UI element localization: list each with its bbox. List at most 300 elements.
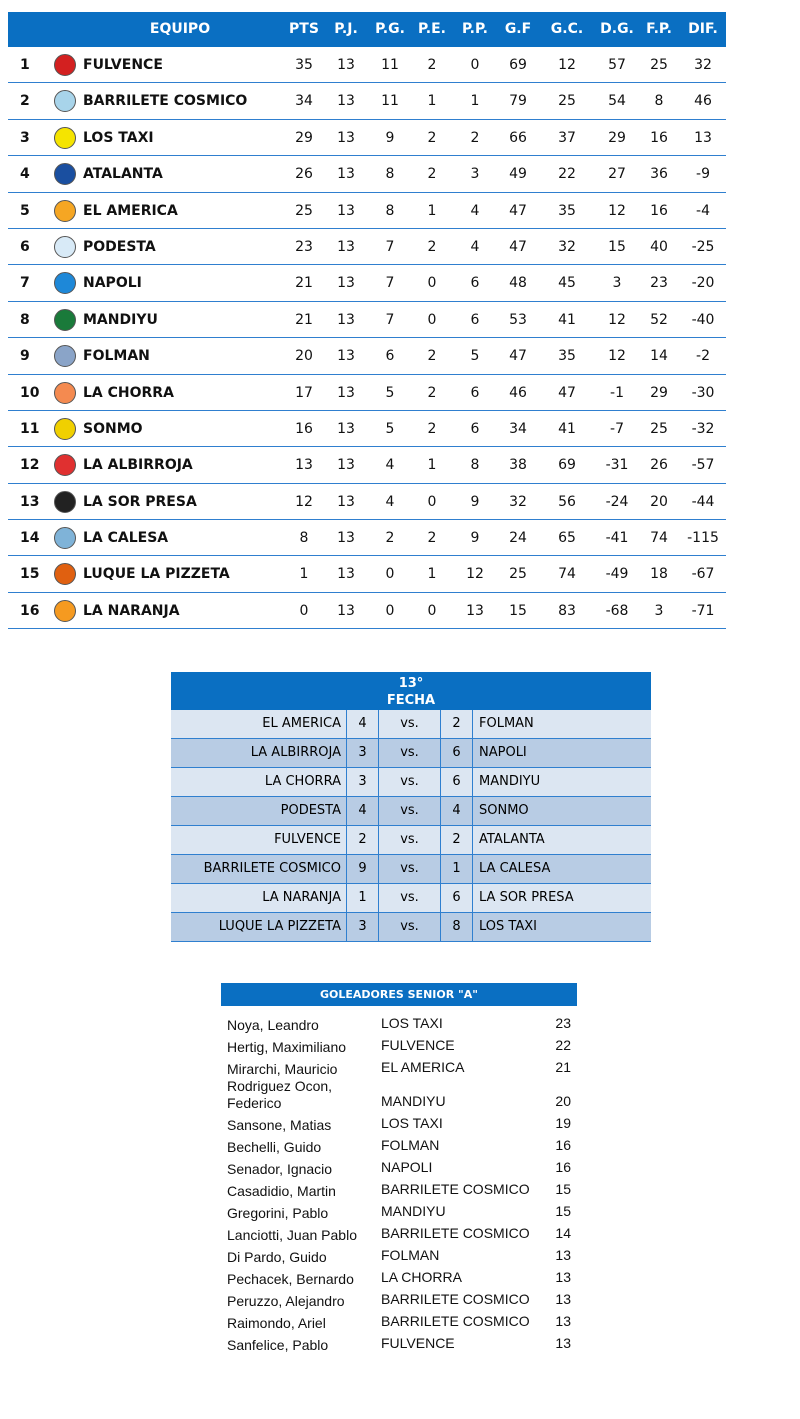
- cell-dif: -4: [696, 202, 710, 219]
- player-name: Rodriguez Ocon, Federico: [227, 1078, 333, 1111]
- cell-pp: 6: [470, 420, 480, 437]
- cell-pg: 7: [385, 275, 395, 292]
- cell-fp: 23: [650, 275, 668, 292]
- cell-pp: 8: [470, 457, 480, 474]
- cell-pts: 35: [295, 57, 313, 73]
- cell-pts: 8: [299, 530, 309, 547]
- scorer-row: [221, 1332, 577, 1354]
- scorer-row: [221, 1244, 577, 1266]
- cell-dg: 12: [608, 311, 626, 328]
- standings-header: [8, 12, 726, 47]
- cell-fp: 14: [650, 348, 668, 365]
- cell-fp: 40: [650, 238, 668, 255]
- table-row: [8, 411, 726, 447]
- team-logo-icon: [54, 454, 76, 476]
- player-goals: 14: [555, 1225, 571, 1241]
- player-name: Pechacek, Bernardo: [227, 1271, 354, 1287]
- home-score: 9: [347, 855, 379, 883]
- cell-pe: 0: [427, 311, 437, 328]
- cell-dif: -9: [696, 166, 710, 183]
- table-row: [8, 156, 726, 192]
- cell-pe: 1: [427, 566, 437, 583]
- team-name: ATALANTA: [83, 166, 163, 183]
- cell-pp: 1: [470, 93, 480, 110]
- table-row: [8, 447, 726, 483]
- table-row: [8, 83, 726, 119]
- team-name: EL AMERICA: [83, 202, 178, 219]
- player-name: Peruzzo, Alejandro: [227, 1293, 345, 1309]
- team-name: LA SOR PRESA: [83, 493, 197, 510]
- home-score: 3: [347, 768, 379, 796]
- team-name: LA CHORRA: [83, 384, 174, 401]
- cell-fp: 3: [654, 602, 664, 619]
- player-name: Lanciotti, Juan Pablo: [227, 1227, 357, 1243]
- position: 12: [20, 457, 40, 474]
- table-row: [8, 484, 726, 520]
- match-row: [171, 768, 651, 797]
- cell-pp: 2: [470, 129, 480, 146]
- player-goals: 16: [555, 1159, 571, 1175]
- vs-label: vs.: [379, 797, 441, 825]
- cell-pj: 13: [337, 311, 355, 328]
- cell-pp: 0: [470, 57, 480, 73]
- cell-pe: 2: [427, 238, 437, 255]
- away-team: LOS TAXI: [479, 919, 537, 934]
- cell-pj: 13: [337, 166, 355, 183]
- cell-dg: 3: [612, 275, 622, 292]
- player-goals: 15: [555, 1181, 571, 1197]
- table-row: [8, 302, 726, 338]
- scorers-table: [221, 983, 577, 1354]
- cell-gc: 37: [558, 129, 576, 146]
- cell-pj: 13: [337, 93, 355, 110]
- cell-gc: 25: [558, 93, 576, 110]
- cell-pg: 11: [381, 93, 399, 110]
- cell-pg: 6: [385, 348, 395, 365]
- cell-dif: -32: [691, 420, 715, 437]
- scorer-row: [221, 1288, 577, 1310]
- match-row: [171, 855, 651, 884]
- cell-gf: 24: [509, 530, 527, 547]
- cell-pe: 1: [427, 202, 437, 219]
- cell-gf: 34: [509, 420, 527, 437]
- cell-pj: 13: [337, 493, 355, 510]
- away-score: 2: [441, 826, 473, 854]
- cell-gc: 32: [558, 238, 576, 255]
- cell-pj: 13: [337, 384, 355, 401]
- header-pe: P.E.: [418, 21, 446, 37]
- team-name: FULVENCE: [83, 57, 163, 73]
- away-score: 2: [441, 710, 473, 738]
- vs-label: vs.: [379, 739, 441, 767]
- player-team: MANDIYU: [381, 1093, 446, 1109]
- team-name: LOS TAXI: [83, 129, 154, 146]
- cell-gc: 83: [558, 602, 576, 619]
- header-pp: P.P.: [461, 21, 489, 37]
- player-team: BARRILETE COSMICO: [381, 1181, 530, 1197]
- scorer-row: [221, 1134, 577, 1156]
- cell-fp: 26: [650, 457, 668, 474]
- away-team: FOLMAN: [479, 716, 534, 731]
- cell-gc: 41: [558, 420, 576, 437]
- cell-pp: 4: [470, 238, 480, 255]
- cell-fp: 29: [650, 384, 668, 401]
- cell-dif: -71: [691, 602, 715, 619]
- home-score: 2: [347, 826, 379, 854]
- scorer-row: [221, 1034, 577, 1056]
- header-team: EQUIPO: [149, 21, 211, 37]
- position: 3: [20, 129, 30, 146]
- cell-gf: 47: [509, 238, 527, 255]
- away-score: 6: [441, 739, 473, 767]
- cell-dif: -115: [687, 530, 719, 547]
- away-score: 4: [441, 797, 473, 825]
- table-row: [8, 193, 726, 229]
- position: 15: [20, 566, 40, 583]
- team-logo-icon: [54, 236, 76, 258]
- cell-pg: 4: [385, 457, 395, 474]
- player-team: FULVENCE: [381, 1037, 455, 1053]
- match-row: [171, 913, 651, 942]
- cell-dif: -57: [691, 457, 715, 474]
- cell-pp: 9: [470, 530, 480, 547]
- team-logo-icon: [54, 345, 76, 367]
- team-name: FOLMAN: [83, 348, 150, 365]
- match-row: [171, 739, 651, 768]
- cell-gf: 15: [509, 602, 527, 619]
- cell-gc: 35: [558, 348, 576, 365]
- cell-pj: 13: [337, 129, 355, 146]
- vs-label: vs.: [379, 710, 441, 738]
- cell-dif: -2: [696, 348, 710, 365]
- cell-fp: 8: [654, 93, 664, 110]
- player-name: Casadidio, Martin: [227, 1183, 336, 1199]
- cell-pp: 6: [470, 275, 480, 292]
- team-name: NAPOLI: [83, 275, 142, 292]
- cell-dif: -44: [691, 493, 715, 510]
- match-row: [171, 710, 651, 739]
- player-team: LOS TAXI: [381, 1015, 443, 1031]
- cell-pe: 0: [427, 275, 437, 292]
- team-name: MANDIYU: [83, 311, 158, 328]
- scorer-row: [221, 1012, 577, 1034]
- cell-pj: 13: [337, 457, 355, 474]
- scorer-row: [221, 1178, 577, 1200]
- cell-gf: 32: [509, 493, 527, 510]
- away-team: ATALANTA: [479, 832, 545, 847]
- cell-pj: 13: [337, 238, 355, 255]
- cell-pp: 3: [470, 166, 480, 183]
- team-logo-icon: [54, 200, 76, 222]
- cell-dg: -68: [605, 602, 629, 619]
- team-name: LA ALBIRROJA: [83, 457, 193, 474]
- header-dg: D.G.: [600, 21, 634, 37]
- standings-table: [8, 12, 726, 629]
- player-goals: 16: [555, 1137, 571, 1153]
- cell-pg: 7: [385, 238, 395, 255]
- table-row: [8, 265, 726, 301]
- cell-pg: 2: [385, 530, 395, 547]
- cell-dg: 12: [608, 348, 626, 365]
- cell-pg: 0: [385, 602, 395, 619]
- cell-gc: 56: [558, 493, 576, 510]
- cell-pj: 13: [337, 348, 355, 365]
- player-goals: 21: [555, 1059, 571, 1075]
- cell-pts: 16: [295, 420, 313, 437]
- cell-pg: 7: [385, 311, 395, 328]
- player-name: Raimondo, Ariel: [227, 1315, 326, 1331]
- cell-pg: 11: [381, 57, 399, 73]
- cell-gc: 12: [558, 57, 576, 73]
- team-logo-icon: [54, 54, 76, 76]
- fixture-title: FECHA: [386, 693, 436, 708]
- cell-dg: -1: [610, 384, 624, 401]
- team-name: BARRILETE COSMICO: [83, 93, 248, 110]
- cell-gc: 35: [558, 202, 576, 219]
- player-goals: 19: [555, 1115, 571, 1131]
- table-row: [8, 338, 726, 374]
- cell-pe: 2: [427, 57, 437, 73]
- cell-pe: 1: [427, 93, 437, 110]
- header-gc: G.C.: [550, 21, 584, 37]
- cell-pj: 13: [337, 275, 355, 292]
- position: 10: [20, 384, 40, 401]
- cell-pg: 4: [385, 493, 395, 510]
- away-team: LA CALESA: [479, 861, 551, 876]
- team-logo-icon: [54, 127, 76, 149]
- cell-gf: 47: [509, 202, 527, 219]
- player-goals: 20: [555, 1093, 571, 1109]
- cell-fp: 25: [650, 57, 668, 73]
- match-row: [171, 797, 651, 826]
- home-team: EL AMERICA: [171, 710, 347, 738]
- cell-dif: -25: [691, 238, 715, 255]
- player-name: Senador, Ignacio: [227, 1161, 333, 1177]
- team-logo-icon: [54, 382, 76, 404]
- cell-gc: 45: [558, 275, 576, 292]
- team-name: PODESTA: [83, 238, 156, 255]
- player-goals: 22: [555, 1037, 571, 1053]
- cell-fp: 74: [650, 530, 668, 547]
- team-name: LA CALESA: [83, 530, 169, 547]
- cell-pts: 21: [295, 311, 313, 328]
- away-team: LA SOR PRESA: [479, 890, 574, 905]
- home-team: FULVENCE: [171, 826, 347, 854]
- header-gf: G.F: [504, 21, 532, 37]
- player-team: FOLMAN: [381, 1137, 440, 1153]
- team-logo-icon: [54, 527, 76, 549]
- away-score: 8: [441, 913, 473, 941]
- cell-gf: 66: [509, 129, 527, 146]
- position: 16: [20, 602, 40, 619]
- home-score: 4: [347, 797, 379, 825]
- scorer-row: [221, 1200, 577, 1222]
- cell-pp: 6: [470, 311, 480, 328]
- fixture-table: [171, 672, 651, 942]
- player-team: NAPOLI: [381, 1159, 433, 1175]
- cell-dif: -30: [691, 384, 715, 401]
- vs-label: vs.: [379, 768, 441, 796]
- home-score: 3: [347, 913, 379, 941]
- team-name: LA NARANJA: [83, 602, 180, 619]
- cell-dif: -67: [691, 566, 715, 583]
- cell-dif: -20: [691, 275, 715, 292]
- cell-pg: 0: [385, 566, 395, 583]
- position: 4: [20, 166, 30, 183]
- position: 13: [20, 493, 40, 510]
- cell-pts: 26: [295, 166, 313, 183]
- cell-pts: 17: [295, 384, 313, 401]
- cell-pj: 13: [337, 57, 355, 73]
- position: 6: [20, 238, 30, 255]
- player-team: BARRILETE COSMICO: [381, 1291, 530, 1307]
- vs-label: vs.: [379, 826, 441, 854]
- cell-gf: 49: [509, 166, 527, 183]
- position: 1: [20, 57, 30, 73]
- header-pj: P.J.: [334, 21, 358, 37]
- cell-pp: 4: [470, 202, 480, 219]
- scorer-row: [221, 1056, 577, 1078]
- cell-fp: 52: [650, 311, 668, 328]
- player-goals: 13: [555, 1247, 571, 1263]
- cell-pj: 13: [337, 530, 355, 547]
- cell-gf: 46: [509, 384, 527, 401]
- cell-pts: 0: [299, 602, 309, 619]
- cell-gf: 48: [509, 275, 527, 292]
- position: 11: [20, 420, 40, 437]
- cell-pts: 12: [295, 493, 313, 510]
- cell-pg: 8: [385, 202, 395, 219]
- cell-dg: 12: [608, 202, 626, 219]
- vs-label: vs.: [379, 913, 441, 941]
- home-team: LA ALBIRROJA: [171, 739, 347, 767]
- team-logo-icon: [54, 309, 76, 331]
- cell-pj: 13: [337, 602, 355, 619]
- cell-fp: 25: [650, 420, 668, 437]
- player-goals: 13: [555, 1291, 571, 1307]
- away-score: 6: [441, 768, 473, 796]
- position: 2: [20, 93, 30, 110]
- cell-dg: -41: [605, 530, 629, 547]
- cell-gf: 25: [509, 566, 527, 583]
- position: 9: [20, 348, 30, 365]
- cell-pe: 2: [427, 129, 437, 146]
- cell-dif: 32: [694, 57, 712, 73]
- cell-dif: 13: [694, 129, 712, 146]
- cell-pts: 1: [299, 566, 309, 583]
- table-row: [8, 556, 726, 592]
- team-name: LUQUE LA PIZZETA: [83, 566, 230, 583]
- cell-pe: 1: [427, 457, 437, 474]
- cell-pts: 20: [295, 348, 313, 365]
- scorer-row: [221, 1078, 577, 1112]
- scorer-row: [221, 1222, 577, 1244]
- header-fp: F.P.: [646, 21, 672, 37]
- fixture-round: 13°: [398, 676, 424, 691]
- player-name: Sanfelice, Pablo: [227, 1337, 329, 1353]
- cell-dg: 54: [608, 93, 626, 110]
- player-name: Gregorini, Pablo: [227, 1205, 329, 1221]
- home-team: BARRILETE COSMICO: [171, 855, 347, 883]
- cell-pe: 0: [427, 493, 437, 510]
- player-goals: 13: [555, 1335, 571, 1351]
- scorers-title: GOLEADORES SENIOR "A": [221, 983, 577, 1006]
- match-row: [171, 884, 651, 913]
- cell-pts: 34: [295, 93, 313, 110]
- team-logo-icon: [54, 90, 76, 112]
- player-name: Sansone, Matias: [227, 1117, 332, 1133]
- scorer-row: [221, 1266, 577, 1288]
- cell-dif: -40: [691, 311, 715, 328]
- position: 5: [20, 202, 30, 219]
- fixture-header: [171, 672, 651, 710]
- cell-dif: 46: [694, 93, 712, 110]
- player-team: BARRILETE COSMICO: [381, 1313, 530, 1329]
- cell-pg: 9: [385, 129, 395, 146]
- table-row: [8, 520, 726, 556]
- cell-fp: 16: [650, 202, 668, 219]
- scorer-row: [221, 1156, 577, 1178]
- cell-fp: 16: [650, 129, 668, 146]
- cell-pj: 13: [337, 566, 355, 583]
- cell-fp: 18: [650, 566, 668, 583]
- cell-pj: 13: [337, 420, 355, 437]
- cell-gf: 47: [509, 348, 527, 365]
- away-team: MANDIYU: [479, 774, 541, 789]
- cell-pp: 5: [470, 348, 480, 365]
- cell-gf: 69: [509, 57, 527, 73]
- home-team: LA CHORRA: [171, 768, 347, 796]
- table-row: [8, 229, 726, 265]
- player-name: Hertig, Maximiliano: [227, 1039, 347, 1055]
- cell-pe: 2: [427, 420, 437, 437]
- cell-pts: 21: [295, 275, 313, 292]
- cell-fp: 20: [650, 493, 668, 510]
- away-score: 6: [441, 884, 473, 912]
- home-score: 1: [347, 884, 379, 912]
- cell-pj: 13: [337, 202, 355, 219]
- cell-pts: 25: [295, 202, 313, 219]
- table-row: [8, 47, 726, 83]
- cell-gc: 22: [558, 166, 576, 183]
- player-goals: 15: [555, 1203, 571, 1219]
- table-row: [8, 375, 726, 411]
- cell-gc: 47: [558, 384, 576, 401]
- player-name: Mirarchi, Mauricio: [227, 1061, 338, 1077]
- player-name: Bechelli, Guido: [227, 1139, 322, 1155]
- cell-fp: 36: [650, 166, 668, 183]
- player-team: LA CHORRA: [381, 1269, 462, 1285]
- cell-dg: -24: [605, 493, 629, 510]
- cell-gc: 69: [558, 457, 576, 474]
- player-team: FOLMAN: [381, 1247, 440, 1263]
- cell-dg: -31: [605, 457, 629, 474]
- team-name: SONMO: [83, 420, 143, 437]
- vs-label: vs.: [379, 855, 441, 883]
- cell-pp: 6: [470, 384, 480, 401]
- cell-dg: 29: [608, 129, 626, 146]
- player-goals: 13: [555, 1269, 571, 1285]
- cell-pp: 12: [466, 566, 484, 583]
- team-logo-icon: [54, 418, 76, 440]
- team-logo-icon: [54, 563, 76, 585]
- home-score: 3: [347, 739, 379, 767]
- cell-dg: -49: [605, 566, 629, 583]
- home-score: 4: [347, 710, 379, 738]
- player-team: LOS TAXI: [381, 1115, 443, 1131]
- away-score: 1: [441, 855, 473, 883]
- position: 7: [20, 275, 30, 292]
